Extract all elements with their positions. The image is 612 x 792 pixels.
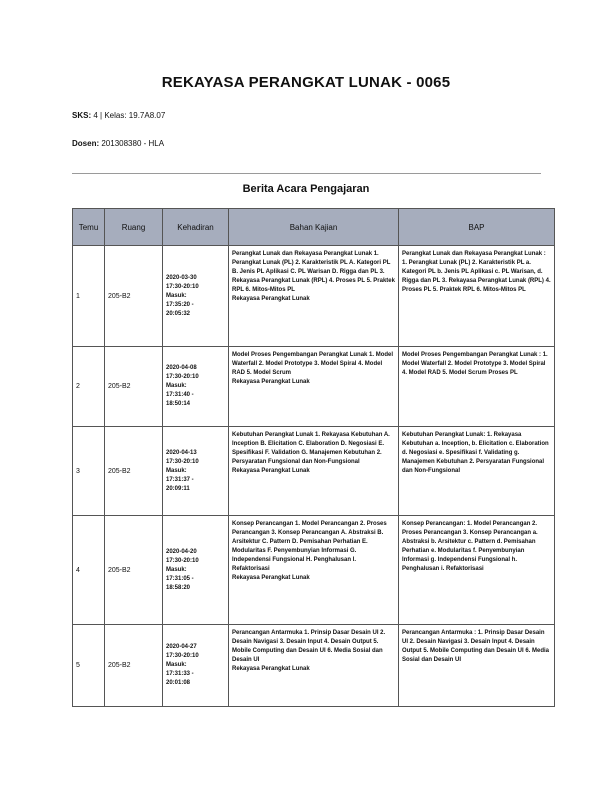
dosen-label: Dosen:	[72, 139, 100, 148]
berita-acara-table	[72, 208, 555, 707]
cell-bap: Konsep Perancangan: 1. Model Perancangan 2. Proses Perancangan 3. Konsep Perancangan a. Abstraksi b. Arsitektur c. Pattern d. Pemisahan Perhatian e. Modularitas f. Penyembunyian Informasi g. Independensi Fungsional h. Penghalusan i. Refaktorisasi	[399, 516, 555, 625]
cell-ruang: 205-B2	[105, 516, 163, 625]
cell-kehadiran: 2020-04-27 17:30-20:10 Masuk: 17:31:33 - 20:01:08	[163, 625, 229, 707]
cell-kehadiran: 2020-04-08 17:30-20:10 Masuk: 17:31:40 - 18:50:14	[163, 347, 229, 427]
cell-temu: 3	[73, 427, 105, 516]
header-bap: BAP	[399, 209, 555, 246]
cell-ruang: 205-B2	[105, 246, 163, 347]
header-ruang: Ruang	[105, 209, 163, 246]
cell-kehadiran: 2020-04-20 17:30-20:10 Masuk: 17:31:05 - 18:58:20	[163, 516, 229, 625]
table-row	[73, 625, 555, 707]
table-row	[73, 516, 555, 625]
cell-bahan-kajian: Perangkat Lunak dan Rekayasa Perangkat Lunak 1. Perangkat Lunak (PL) 2. Karakteristik PL A. Kategori PL B. Jenis PL Aplikasi C. PL Warisan D. Rigga dan PL 3. Rekayasa Perangkat Lunak (RPL) 4. Proses PL 5. Praktek RPL 6. Mitos-Mitos PL Rekayasa Perangkat Lunak	[229, 246, 399, 347]
table-header-row	[73, 209, 555, 246]
cell-bap: Perancangan Antarmuka : 1. Prinsip Dasar Desain UI 2. Desain Navigasi 3. Desain Input 4. Desain Output 5. Mobile Computing dan Desain UI 6. Media Sosial dan Desain UI	[399, 625, 555, 707]
sks-kelas-info	[72, 111, 165, 120]
cell-bap: Perangkat Lunak dan Rekayasa Perangkat Lunak : 1. Perangkat Lunak (PL) 2. Karakteristik PL a. Kategori PL b. Jenis PL Aplikasi c. PL Warisan, d. Rigga dan PL 3. Rekayasa Perangkat Lunak (RPL) 4. Proses PL 5. Praktek RPL 6. Mitos-Mitos PL	[399, 246, 555, 347]
dosen-value: 201308380 - HLA	[101, 139, 165, 148]
cell-bahan-kajian: Perancangan Antarmuka 1. Prinsip Dasar Desain UI 2. Desain Navigasi 3. Desain Input 4. Desain Output 5. Mobile Computing dan Desain UI 6. Media Sosial dan Desain UI Rekayasa Perangkat Lunak	[229, 625, 399, 707]
table-row	[73, 347, 555, 427]
header-kehadiran: Kehadiran	[163, 209, 229, 246]
cell-temu: 5	[73, 625, 105, 707]
cell-bap: Kebutuhan Perangkat Lunak: 1. Rekayasa Kebutuhan a. Inception, b. Elicitation c. Elaboration d. Negosiasi e. Spesifikasi f. Validating g. Manajemen Kebutuhan 2. Persyaratan Fungsional dan Non-Fungsional	[399, 427, 555, 516]
sks-label: SKS:	[72, 111, 92, 120]
cell-temu: 2	[73, 347, 105, 427]
cell-ruang: 205-B2	[105, 625, 163, 707]
cell-ruang: 205-B2	[105, 347, 163, 427]
cell-kehadiran: 2020-04-13 17:30-20:10 Masuk: 17:31:37 - 20:09:11	[163, 427, 229, 516]
cell-bahan-kajian: Model Proses Pengembangan Perangkat Lunak 1. Model Waterfall 2. Model Prototype 3. Model Spiral 4. Model RAD 5. Model Scrum Rekayasa Perangkat Lunak	[229, 347, 399, 427]
cell-bahan-kajian: Kebutuhan Perangkat Lunak 1. Rekayasa Kebutuhan A. Inception B. Elicitation C. Elaboration D. Negosiasi E. Spesifikasi F. Validation G. Manajemen Kebutuhan 2. Persyaratan Fungsional dan Non-Fungsional Rekayasa Perangkat Lunak	[229, 427, 399, 516]
sks-kelas-value: 4 | Kelas: 19.7A8.07	[93, 111, 166, 120]
document-title: REKAYASA PERANGKAT LUNAK - 0065	[161, 74, 451, 91]
cell-ruang: 205-B2	[105, 427, 163, 516]
cell-kehadiran: 2020-03-30 17:30-20:10 Masuk: 17:35:20 - 20:05:32	[163, 246, 229, 347]
dosen-info	[72, 139, 164, 148]
horizontal-divider	[72, 173, 541, 174]
cell-temu: 4	[73, 516, 105, 625]
header-bahan-kajian: Bahan Kajian	[229, 209, 399, 246]
table-row	[73, 427, 555, 516]
cell-bap: Model Proses Pengembangan Perangkat Lunak : 1. Model Waterfall 2. Model Prototype 3. Model Spiral 4. Model RAD 5. Model Scrum Proses PL	[399, 347, 555, 427]
section-title: Berita Acara Pengajaran	[242, 183, 370, 195]
table-row	[73, 246, 555, 347]
header-temu: Temu	[73, 209, 105, 246]
cell-temu: 1	[73, 246, 105, 347]
cell-bahan-kajian: Konsep Perancangan 1. Model Perancangan 2. Proses Perancangan 3. Konsep Perancangan A. Abstraksi B. Arsitektur C. Pattern D. Pemisahan Perhatian E. Modularitas F. Penyembunyian Informasi G. Independensi Fungsional H. Penghalusan I. Refaktorisasi Rekayasa Perangkat Lunak	[229, 516, 399, 625]
